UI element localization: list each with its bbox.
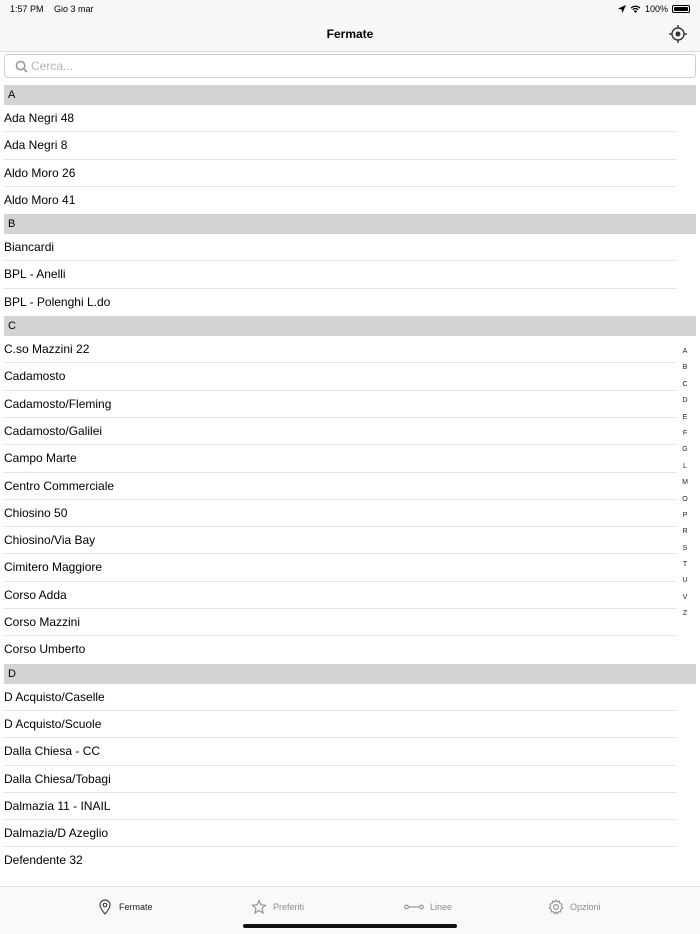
index-letter-t[interactable]: T xyxy=(682,561,688,569)
tab-linee[interactable] xyxy=(404,899,452,915)
tab-preferiti[interactable] xyxy=(251,899,304,915)
stop-list-item[interactable]: Chiosino/Via Bay xyxy=(0,527,700,554)
tab-fermate[interactable] xyxy=(97,899,153,915)
wifi-icon xyxy=(630,5,641,13)
section-header-b: B xyxy=(4,214,696,234)
tab-label: Fermate xyxy=(119,902,153,912)
search-input[interactable] xyxy=(31,57,681,75)
stop-list-item[interactable]: Cimitero Maggiore xyxy=(0,554,700,581)
stop-list-item[interactable]: Cadamosto/Fleming xyxy=(0,391,700,418)
index-letter-p[interactable]: P xyxy=(682,511,688,519)
star-icon xyxy=(251,899,267,915)
stop-list-item[interactable]: Aldo Moro 26 xyxy=(0,160,700,187)
index-letter-r[interactable]: R xyxy=(682,528,688,536)
stop-list-item[interactable]: Ada Negri 48 xyxy=(0,105,700,132)
stop-list-item[interactable]: Dalmazia/D Azeglio xyxy=(0,820,700,847)
section-header-a: A xyxy=(4,85,696,105)
stop-list-item[interactable]: Cadamosto/Galilei xyxy=(0,418,700,445)
search-bar xyxy=(4,54,696,78)
stop-list-item[interactable]: BPL - Polenghi L.do xyxy=(4,294,111,309)
index-letter-g[interactable]: G xyxy=(682,446,688,454)
section-header-c: C xyxy=(4,316,696,336)
index-letter-o[interactable]: O xyxy=(682,495,688,503)
map-pin-icon xyxy=(97,899,113,915)
stop-list-item[interactable]: BPL - Anelli xyxy=(0,261,700,288)
search-icon xyxy=(15,60,28,73)
index-letter-b[interactable]: B xyxy=(682,364,688,372)
index-letter-m[interactable]: M xyxy=(682,479,688,487)
tab-label: Opzioni xyxy=(570,902,601,912)
section-header-d: D xyxy=(4,664,696,684)
locate-me-button[interactable] xyxy=(668,24,688,44)
index-letter-l[interactable]: L xyxy=(683,462,687,470)
stop-list-item[interactable]: Dalmazia 11 - INAIL xyxy=(0,793,700,820)
stop-list-item[interactable]: Defendente 32 xyxy=(4,853,83,868)
stop-list-item[interactable]: D Acquisto/Caselle xyxy=(0,684,700,711)
page-title: Fermate xyxy=(326,27,374,41)
tab-label: Linee xyxy=(430,902,453,912)
home-indicator xyxy=(243,924,457,928)
stop-list-item[interactable]: Cadamosto xyxy=(0,363,700,390)
stop-list-item[interactable]: Corso Adda xyxy=(0,582,700,609)
route-icon xyxy=(404,899,424,915)
stop-list-item[interactable]: C.so Mazzini 22 xyxy=(0,336,700,363)
location-arrow-icon xyxy=(618,5,626,13)
index-letter-s[interactable]: S xyxy=(682,544,688,552)
stop-list xyxy=(0,85,700,875)
stop-list-item[interactable]: Chiosino 50 xyxy=(0,500,700,527)
stop-list-item[interactable]: Campo Marte xyxy=(0,445,700,472)
index-letter-v[interactable]: V xyxy=(682,593,688,601)
tab-label: Preferiti xyxy=(273,902,305,912)
status-date: Gio 3 mar xyxy=(54,4,94,14)
status-time: 1:57 PM xyxy=(10,4,44,14)
battery-percent: 100% xyxy=(644,4,668,14)
index-letter-f[interactable]: F xyxy=(682,429,688,437)
stop-list-item[interactable]: Dalla Chiesa/Tobagi xyxy=(0,766,700,793)
tab-opzioni[interactable] xyxy=(548,899,601,915)
index-letter-d[interactable]: D xyxy=(682,397,688,405)
battery-icon xyxy=(672,5,690,13)
gear-icon xyxy=(548,899,564,915)
section-index[interactable] xyxy=(681,348,689,627)
stop-list-item[interactable]: Dalla Chiesa - CC xyxy=(0,738,700,765)
tab-bar xyxy=(0,886,700,934)
stop-list-item[interactable]: D Acquisto/Scuole xyxy=(0,711,700,738)
stop-list-item[interactable]: Centro Commerciale xyxy=(0,473,700,500)
index-letter-u[interactable]: U xyxy=(682,577,688,585)
index-letter-z[interactable]: Z xyxy=(682,610,688,618)
stop-list-item[interactable]: Corso Mazzini xyxy=(0,609,700,636)
navigation-bar xyxy=(0,18,700,52)
status-right xyxy=(618,4,690,14)
index-letter-a[interactable]: A xyxy=(682,348,688,355)
status-bar xyxy=(0,0,700,18)
stop-list-item[interactable]: Corso Umberto xyxy=(4,642,86,657)
index-letter-e[interactable]: E xyxy=(682,413,688,421)
stop-list-item[interactable]: Ada Negri 8 xyxy=(0,132,700,159)
stop-list-item[interactable]: Biancardi xyxy=(0,234,700,261)
stop-list-item[interactable]: Aldo Moro 41 xyxy=(4,192,76,207)
index-letter-c[interactable]: C xyxy=(682,380,688,388)
status-left xyxy=(10,4,102,14)
